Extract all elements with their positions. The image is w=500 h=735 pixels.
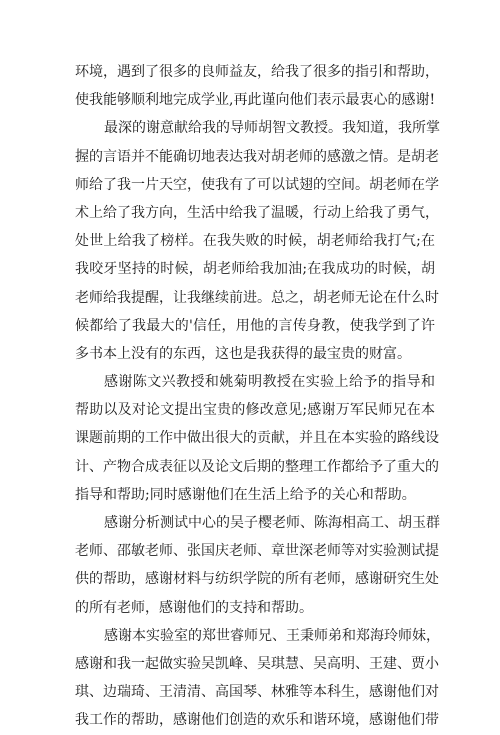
text-line: 师给了我一片天空，使我有了可以试翅的空间。胡老师在学 — [75, 176, 439, 193]
text-line: 指导和帮助;同时感谢他们在生活上给予的关心和帮助。 — [75, 486, 416, 503]
text-line: 供的帮助，感谢材料与纺织学院的所有老师，感谢研究生处 — [75, 571, 439, 588]
paragraph-lab-mates-thanks — [75, 622, 440, 735]
text-line: 我咬牙坚持的时候，胡老师给我加油;在我成功的时候，胡 — [75, 261, 435, 278]
text-line: 术上给了我方向，生活中给我了温暖，行动上给我了勇气， — [75, 204, 439, 221]
text-line: 处世上给我了榜样。在我失败的时候，胡老师给我打气;在 — [75, 233, 435, 250]
text-line: 计、产物合成表征以及论文后期的整理工作都给予了重大的 — [75, 458, 439, 475]
text-line: 老师、邵敏老师、张国庆老师、章世深老师等对实验测试提 — [75, 543, 439, 560]
text-line: 帮助以及对论文提出宝贵的修改意见;感谢万军民师兄在本 — [75, 402, 435, 419]
document-page — [75, 58, 440, 735]
text-line: 我工作的帮助，感谢他们创造的欢乐和谐环境，感谢他们带 — [75, 712, 439, 729]
text-line: 感谢分析测试中心的吴子樱老师、陈海相高工、胡玉群 — [104, 515, 440, 531]
text-line: 多书本上没有的东西，这也是我获得的最宝贵的财富。 — [75, 345, 411, 362]
text-line: 老师给我提醒，让我继续前进。总之，胡老师无论在什么时 — [75, 289, 439, 306]
text-line: 感谢陈文兴教授和姚菊明教授在实验上给予的指导和 — [104, 374, 435, 391]
paragraph-professors-thanks — [75, 368, 439, 509]
text-line: 最深的谢意献给我的导师胡智文教授。我知道，我所掌 — [104, 120, 440, 137]
text-line: 课题前期的工作中做出很大的贡献，并且在本实验的路线设 — [75, 430, 439, 447]
text-line: 感谢本实验室的郑世睿师兄、王秉师弟和郑海玲师妹， — [104, 627, 440, 644]
text-line: 琪、边瑞琦、王清清、高国琴、林雅等本科生，感谢他们对 — [75, 684, 439, 701]
text-line: 环境，遇到了很多的良师益友，给我了很多的指引和帮助， — [75, 64, 439, 80]
text-line: 握的言语并不能确切地表达我对胡老师的感激之情。是胡老 — [75, 148, 439, 165]
paragraph-testing-center-thanks — [75, 509, 440, 622]
paragraph-intro-continuation — [75, 58, 439, 114]
text-line: 的所有老师，感谢他们的支持和帮助。 — [75, 599, 313, 616]
text-line: 候都给了我最大的'信任，用他的言传身教，使我学到了许 — [75, 317, 435, 334]
paragraph-advisor-thanks — [75, 114, 440, 368]
text-line: 感谢和我一起做实验吴凯峰、吴琪慧、吴高明、王建、贾小 — [75, 655, 439, 672]
text-line: 使我能够顺利地完成学业,再此谨向他们表示最衷心的感谢! — [75, 92, 436, 109]
